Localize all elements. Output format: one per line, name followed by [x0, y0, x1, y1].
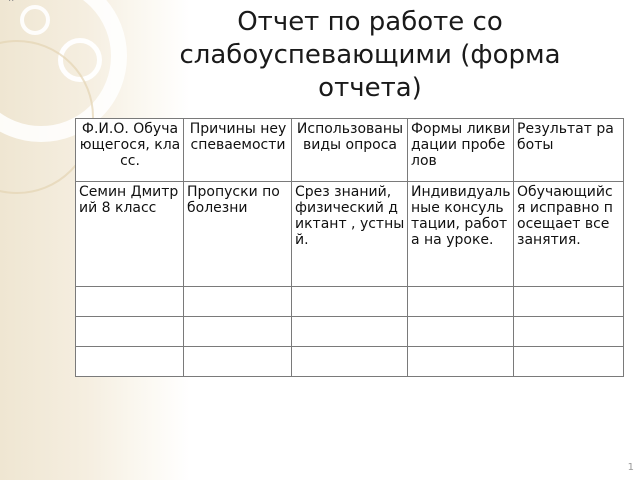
empty-cell — [292, 347, 408, 377]
page-number: 1 — [627, 462, 634, 473]
header-result: Результат работы — [514, 119, 624, 182]
cell-reason: Пропуски по болезни — [184, 182, 292, 287]
empty-cell — [76, 317, 184, 347]
empty-cell — [514, 317, 624, 347]
empty-cell — [184, 347, 292, 377]
table-row-empty — [76, 287, 624, 317]
slide-title: Отчет по работе со слабоуспевающими (форма отчета) — [179, 7, 561, 103]
empty-cell — [292, 287, 408, 317]
header-gap-elimination: Формы ликвидации пробелов — [408, 119, 514, 182]
header-survey-types: Использованы виды опроса — [292, 119, 408, 182]
cell-student: Семин Дмитрий 8 класс — [76, 182, 184, 287]
empty-cell — [408, 347, 514, 377]
empty-cell — [514, 347, 624, 377]
empty-cell — [408, 317, 514, 347]
decor-ring — [20, 5, 50, 35]
header-name-class: Ф.И.О. Обучающегося, класс. — [76, 119, 184, 182]
report-table — [75, 118, 624, 377]
table-row-empty — [76, 317, 624, 347]
cell-forms: Индивидуальные консультации, работа на уроке. — [408, 182, 514, 287]
table-row — [76, 182, 624, 287]
empty-cell — [292, 317, 408, 347]
empty-cell — [514, 287, 624, 317]
empty-cell — [408, 287, 514, 317]
top-note: ·· — [8, 0, 15, 7]
header-reasons: Причины неуспеваемости — [184, 119, 292, 182]
cell-survey: Срез знаний, физический диктант , устный. — [292, 182, 408, 287]
cell-result: Обучающийся исправно посещает все занятия. — [514, 182, 624, 287]
header-row — [76, 119, 624, 182]
table-row-empty — [76, 347, 624, 377]
empty-cell — [76, 287, 184, 317]
empty-cell — [184, 317, 292, 347]
empty-cell — [76, 347, 184, 377]
empty-cell — [184, 287, 292, 317]
